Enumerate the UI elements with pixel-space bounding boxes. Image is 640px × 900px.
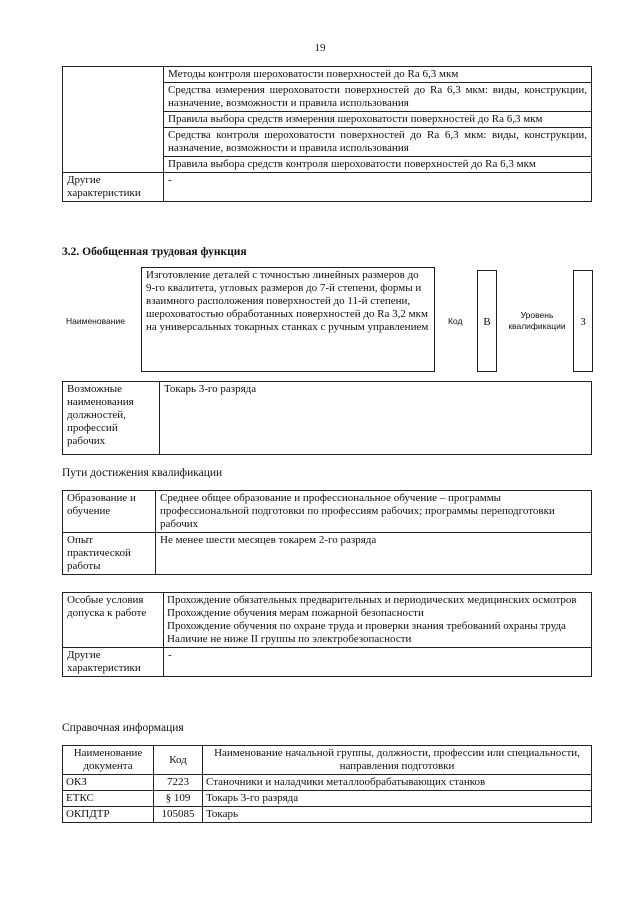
experience-label: Опыт практической работы <box>63 533 156 575</box>
table-row <box>63 491 592 533</box>
table-row <box>63 791 592 807</box>
education-value: Среднее общее образование и профессиональное обучение – программы профессиональной подготовки по профессиям рабочих; программы переподготовки рабочих <box>156 491 592 533</box>
row-label-empty <box>63 67 164 173</box>
table-row <box>63 807 592 823</box>
other-characteristics-label: Другие характеристики <box>63 173 164 202</box>
ref-document: ЕТКС <box>63 791 154 807</box>
header-name: Наименование начальной группы, должности, профессии или специальности, направления подготовки <box>203 746 592 775</box>
reference-heading: Справочная информация <box>62 722 184 734</box>
other-characteristics-label: Другие характеристики <box>63 648 164 677</box>
ref-code: § 109 <box>154 791 203 807</box>
conditions-table <box>62 592 592 677</box>
paths-table <box>62 490 592 575</box>
knowledge-item: Методы контроля шероховатости поверхностей до Ra 6,3 мкм <box>164 67 591 83</box>
positions-table <box>62 381 592 455</box>
knowledge-item: Правила выбора средств измерения шероховатости поверхностей до Ra 6,3 мкм <box>164 112 591 128</box>
knowledge-item: Средства контроля шероховатости поверхностей до Ra 6,3 мкм: виды, конструкции, назначение, возможности и правила использования <box>164 128 591 157</box>
education-label: Образование и обучение <box>63 491 156 533</box>
table-row <box>63 382 592 455</box>
name-label: Наименование <box>66 316 125 326</box>
experience-value: Не менее шести месяцев токарем 2-го разряда <box>156 533 592 575</box>
table-row <box>63 648 592 677</box>
header-document: Наименование документа <box>63 746 154 775</box>
special-conditions-label: Особые условия допуска к работе <box>63 593 164 648</box>
ref-code: 105085 <box>154 807 203 823</box>
qualification-level-label: Уровень квалификации <box>508 310 566 331</box>
qualification-level-box: 3 <box>573 270 593 372</box>
knowledge-list-cell <box>164 67 592 173</box>
ref-name: Токарь 3-го разряда <box>203 791 592 807</box>
section-title: 3.2. Обобщенная трудовая функция <box>62 246 247 258</box>
page-number: 19 <box>314 42 326 54</box>
function-name-box: Изготовление деталей с точностью линейных размеров до 9-го квалитета, угловых размеров до 7-й степени, формы и взаимного расположения поверхностей до 11-й степени, шероховатостью обработанных поверхностей до Ra 3,2 мкм на универсальных токарных станках с ручным управлением <box>141 267 435 372</box>
condition-item: Прохождение обучения по охране труда и проверки знания требований охраны труда <box>167 620 566 632</box>
code-value-box: B <box>477 270 497 372</box>
table-row <box>63 173 592 202</box>
ref-name: Токарь <box>203 807 592 823</box>
condition-item: Прохождение обучения мерам пожарной безопасности <box>167 607 424 619</box>
ref-document: ОКПДТР <box>63 807 154 823</box>
ref-name: Станочники и наладчики металлообрабатывающих станков <box>203 775 592 791</box>
special-conditions-list <box>164 593 592 648</box>
top-knowledge-table <box>62 66 592 202</box>
code-label: Код <box>448 316 463 326</box>
table-row <box>63 593 592 648</box>
header-code: Код <box>154 746 203 775</box>
knowledge-item: Правила выбора средств контроля шероховатости поверхностей до Ra 6,3 мкм <box>168 158 536 170</box>
table-row <box>63 67 592 173</box>
positions-value: Токарь 3-го разряда <box>160 382 592 455</box>
knowledge-item: Средства измерения шероховатости поверхностей до Ra 6,3 мкм: виды, конструкции, назначение, возможности и правила использования <box>164 83 591 112</box>
other-characteristics-value: - <box>164 648 592 677</box>
table-row <box>63 775 592 791</box>
condition-item: Наличие не ниже II группы по электробезопасности <box>167 633 412 645</box>
ref-document: ОКЗ <box>63 775 154 791</box>
reference-table <box>62 745 592 823</box>
paths-heading: Пути достижения квалификации <box>62 467 223 479</box>
table-row <box>63 533 592 575</box>
table-header-row <box>63 746 592 775</box>
ref-code: 7223 <box>154 775 203 791</box>
condition-item: Прохождение обязательных предварительных и периодических медицинских осмотров <box>167 594 577 606</box>
positions-label: Возможные наименования должностей, профессий рабочих <box>63 382 160 455</box>
other-characteristics-value: - <box>164 173 592 202</box>
